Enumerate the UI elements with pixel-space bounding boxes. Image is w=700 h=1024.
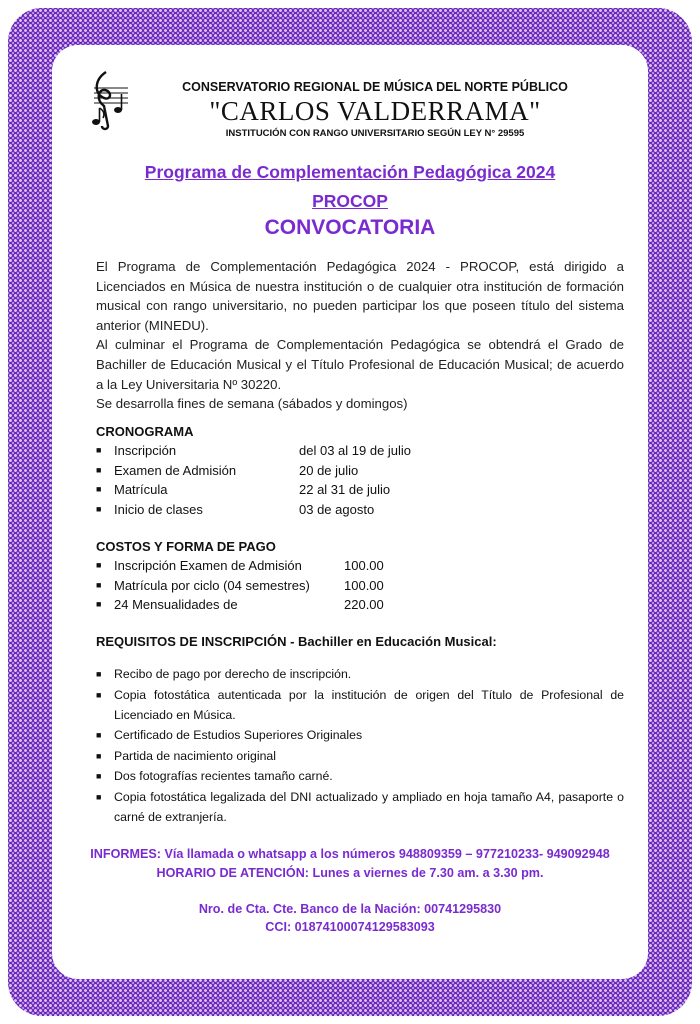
bank-account: Nro. de Cta. Cte. Banco de la Nación: 00741295830 xyxy=(198,902,502,916)
schedule-label: Inscripción xyxy=(114,443,177,458)
bullet-icon: ■ xyxy=(96,791,102,802)
requirement-text: Copia fotostática autenticada por la institución de origen del Título de Profesional de Licenciado en Música. xyxy=(114,687,624,722)
bullet-icon: ■ xyxy=(96,750,102,761)
list-item xyxy=(96,725,624,745)
schedule-date: 22 al 31 de julio xyxy=(299,482,391,497)
requirement-text: Recibo de pago por derecho de inscripción. xyxy=(114,667,352,681)
bullet-icon: ■ xyxy=(96,503,102,514)
schedule-label: Examen de Admisión xyxy=(114,462,237,478)
intro-paragraph: Al culminar el Programa de Complementación Pedagógica se obtendrá el Grado de Bachiller de Educación Musical y el Título Profesional de Educación Musical; de acuerdo a la Ley Universitaria Nº 30220. xyxy=(96,337,624,392)
schedule-label: Inicio de clases xyxy=(114,501,203,517)
bullet-icon: ■ xyxy=(96,689,102,700)
list-item xyxy=(96,685,624,725)
cost-amount: 100.00 xyxy=(344,558,384,573)
requirements-list xyxy=(96,664,624,827)
institution-name: CONSERVATORIO REGIONAL DE MÚSICA DEL NORTE PÚBLICO xyxy=(182,80,568,94)
requirement-text: Copia fotostática legalizada del DNI actualizado y ampliado en hoja tamaño A4, pasaporte o carné de extranjería. xyxy=(114,789,624,824)
schedule-date: 03 de agosto xyxy=(299,501,375,517)
cost-label: Matrícula por ciclo (04 semestres) xyxy=(114,577,310,593)
schedule-date: 20 de julio xyxy=(299,462,359,478)
conservatory-title: "CARLOS VALDERRAMA" xyxy=(209,96,541,126)
cost-amount: 220.00 xyxy=(344,597,384,612)
schedule-label: Matrícula xyxy=(114,482,168,497)
cost-amount: 100.00 xyxy=(344,577,384,593)
bullet-icon: ■ xyxy=(96,771,102,781)
program-acronym: PROCOP xyxy=(312,191,388,211)
requirement-text: Partida de nacimiento original xyxy=(114,748,277,763)
bullet-icon: ■ xyxy=(96,669,102,679)
cci-number: CCI: 01874100074129583093 xyxy=(265,920,435,934)
bullet-icon: ■ xyxy=(96,464,102,475)
requirement-text: Dos fotografías recientes tamaño carné. xyxy=(114,769,333,783)
list-item xyxy=(96,787,624,827)
bullet-icon: ■ xyxy=(96,484,102,494)
bullet-icon: ■ xyxy=(96,579,102,590)
intro-paragraph: Se desarrolla fines de semana (sábados y domingos) xyxy=(96,396,408,412)
institution-subtitle: INSTITUCIÓN CON RANGO UNIVERSITARIO SEGÚN LEY N° 29595 xyxy=(225,128,525,139)
intro-text xyxy=(96,257,624,414)
cost-label: 24 Mensualidades de xyxy=(114,597,238,612)
list-item xyxy=(96,664,624,684)
bullet-icon: ■ xyxy=(96,445,102,455)
bullet-icon: ■ xyxy=(96,560,102,570)
costs-title: COSTOS Y FORMA DE PAGO xyxy=(96,539,276,554)
program-title: Programa de Complementación Pedagógica 2024 xyxy=(144,162,556,182)
list-item xyxy=(96,766,624,786)
call-title: CONVOCATORIA xyxy=(264,216,436,239)
requirements-title: REQUISITOS DE INSCRIPCIÓN - Bachiller en Educación Musical: xyxy=(96,634,497,649)
cost-label: Inscripción Examen de Admisión xyxy=(114,558,302,573)
contact-info: INFORMES: Vía llamada o whatsapp a los números 948809359 – 977210233- 949092948 xyxy=(90,847,610,861)
music-notes-icon xyxy=(90,68,132,132)
bullet-icon: ■ xyxy=(96,730,102,740)
bullet-icon: ■ xyxy=(96,599,102,609)
office-hours: HORARIO DE ATENCIÓN: Lunes a viernes de 7.30 am. a 3.30 pm. xyxy=(156,866,544,880)
schedule-date: del 03 al 19 de julio xyxy=(299,443,412,458)
intro-paragraph: El Programa de Complementación Pedagógica 2024 - PROCOP, está dirigido a Licenciados en Música de nuestra institución o de cualquier otra institución de formación musical con rango universitario, no pueden participar los que poseen título del sistema anterior (MINEDU). xyxy=(96,259,624,333)
requirement-text: Certificado de Estudios Superiores Originales xyxy=(114,728,363,742)
list-item xyxy=(96,746,624,766)
schedule-title: CRONOGRAMA xyxy=(96,424,194,439)
